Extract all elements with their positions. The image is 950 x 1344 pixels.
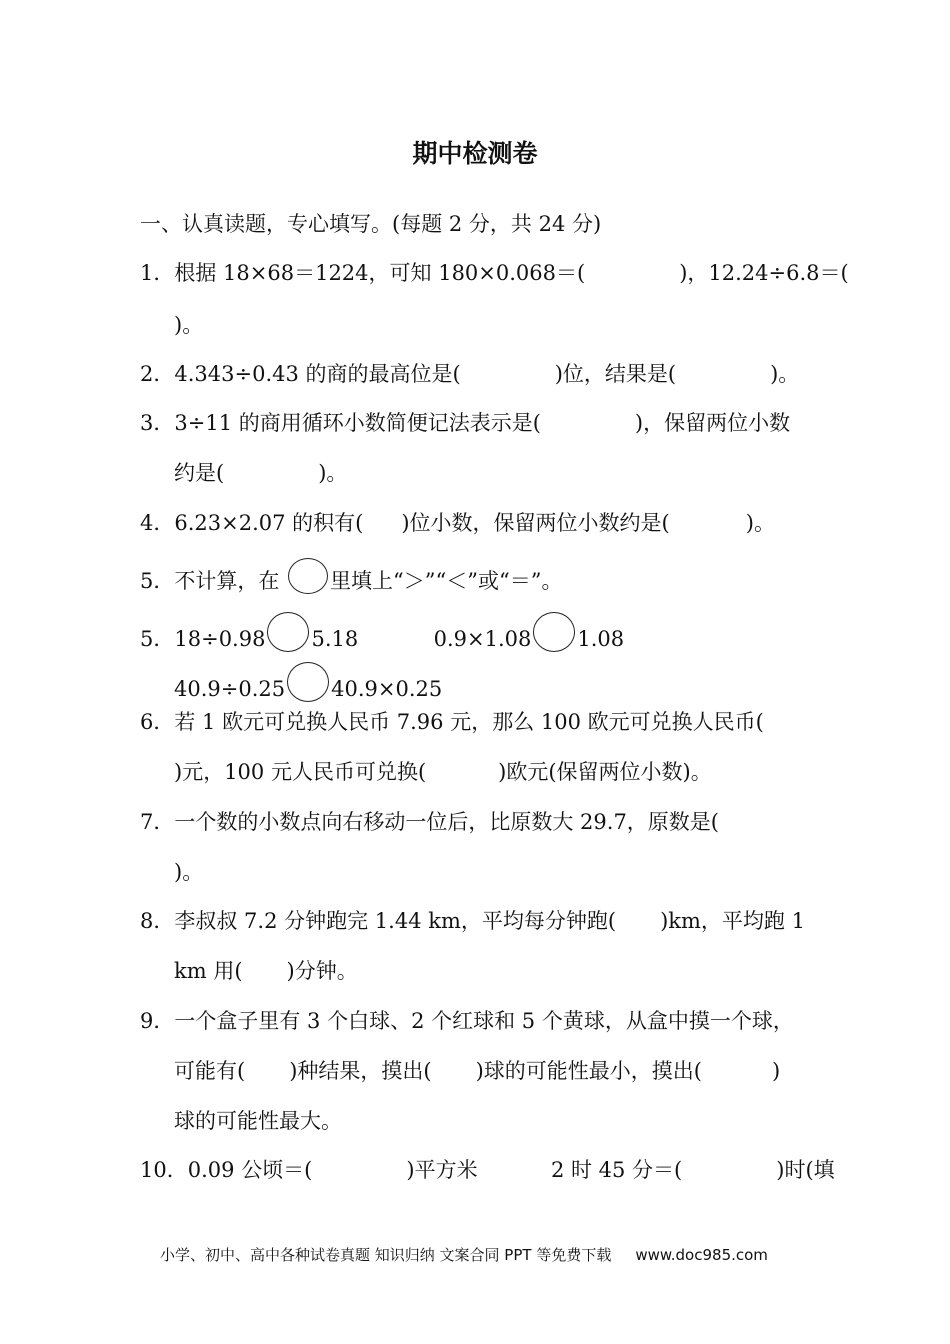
question-number: 4．	[140, 511, 175, 535]
question-8-cont: km 用( )分钟。	[174, 959, 358, 983]
question-number: 2．	[140, 362, 175, 386]
question-9-cont: 可能有( )种结果，摸出( )球的可能性最小，摸出( )	[174, 1059, 781, 1083]
question-number: 6．	[140, 710, 175, 734]
question-2: 2．4.343÷0.43 的商的最高位是( )位，结果是( )。	[140, 362, 800, 386]
question-6: 6．若 1 欧元可兑换人民币 7.96 元，那么 100 欧元可兑换人民币(	[140, 710, 764, 734]
question-10: 10．0.09 公顷＝( )平方米 2 时 45 分＝( )时(填	[140, 1158, 835, 1182]
question-1-cont: )。	[174, 313, 204, 337]
footer-link[interactable]: www.doc985.com	[635, 1246, 768, 1264]
question-5-exercises: 5．18÷0.98 5.18 0.9×1.08 1.08	[140, 612, 624, 653]
question-6-cont: )元，100 元人民币可兑换( )欧元(保留两位小数)。	[174, 760, 712, 784]
question-5-exercises-row2: 40.9÷0.25 40.9×0.25	[174, 662, 442, 703]
question-number: 1．	[140, 261, 175, 285]
question-5: 5．不计算，在 里填上“＞”“＜”或“＝”。	[140, 558, 562, 595]
question-4: 4．6.23×2.07 的积有( )位小数，保留两位小数约是( )。	[140, 511, 775, 535]
question-3-cont: 约是( )。	[174, 461, 348, 485]
compare-circle	[288, 558, 328, 594]
question-number: 5．	[140, 569, 175, 593]
page-title: 期中检测卷	[412, 139, 538, 168]
question-7: 7．一个数的小数点向右移动一位后，比原数大 29.7，原数是(	[140, 810, 719, 834]
question-1: 1．根据 18×68＝1224，可知 180×0.068＝( )，12.24÷6.8＝(	[140, 261, 849, 285]
question-number: 10．	[140, 1158, 188, 1182]
question-9-cont2: 球的可能性最大。	[174, 1109, 342, 1133]
section-heading: 一、认真读题，专心填写。(每题 2 分，共 24 分)	[140, 212, 602, 236]
question-3: 3．3÷11 的商用循环小数简便记法表示是( )，保留两位小数	[140, 411, 791, 435]
compare-circle[interactable]	[533, 612, 575, 652]
question-number: 7．	[140, 810, 175, 834]
question-number: 5．	[140, 627, 175, 651]
question-8: 8．李叔叔 7.2 分钟跑完 1.44 km，平均每分钟跑( )km，平均跑 1	[140, 909, 805, 933]
page-footer	[160, 1244, 768, 1265]
compare-circle[interactable]	[287, 662, 329, 702]
question-9: 9．一个盒子里有 3 个白球、2 个红球和 5 个黄球，从盒中摸一个球，	[140, 1009, 794, 1033]
question-number: 3．	[140, 411, 175, 435]
question-number: 9．	[140, 1009, 175, 1033]
footer-text: 小学、初中、高中各种试卷真题 知识归纳 文案合同 PPT 等免费下载	[160, 1246, 612, 1264]
compare-circle[interactable]	[267, 612, 309, 652]
question-number: 8．	[140, 909, 175, 933]
question-7-cont: )。	[174, 860, 204, 884]
